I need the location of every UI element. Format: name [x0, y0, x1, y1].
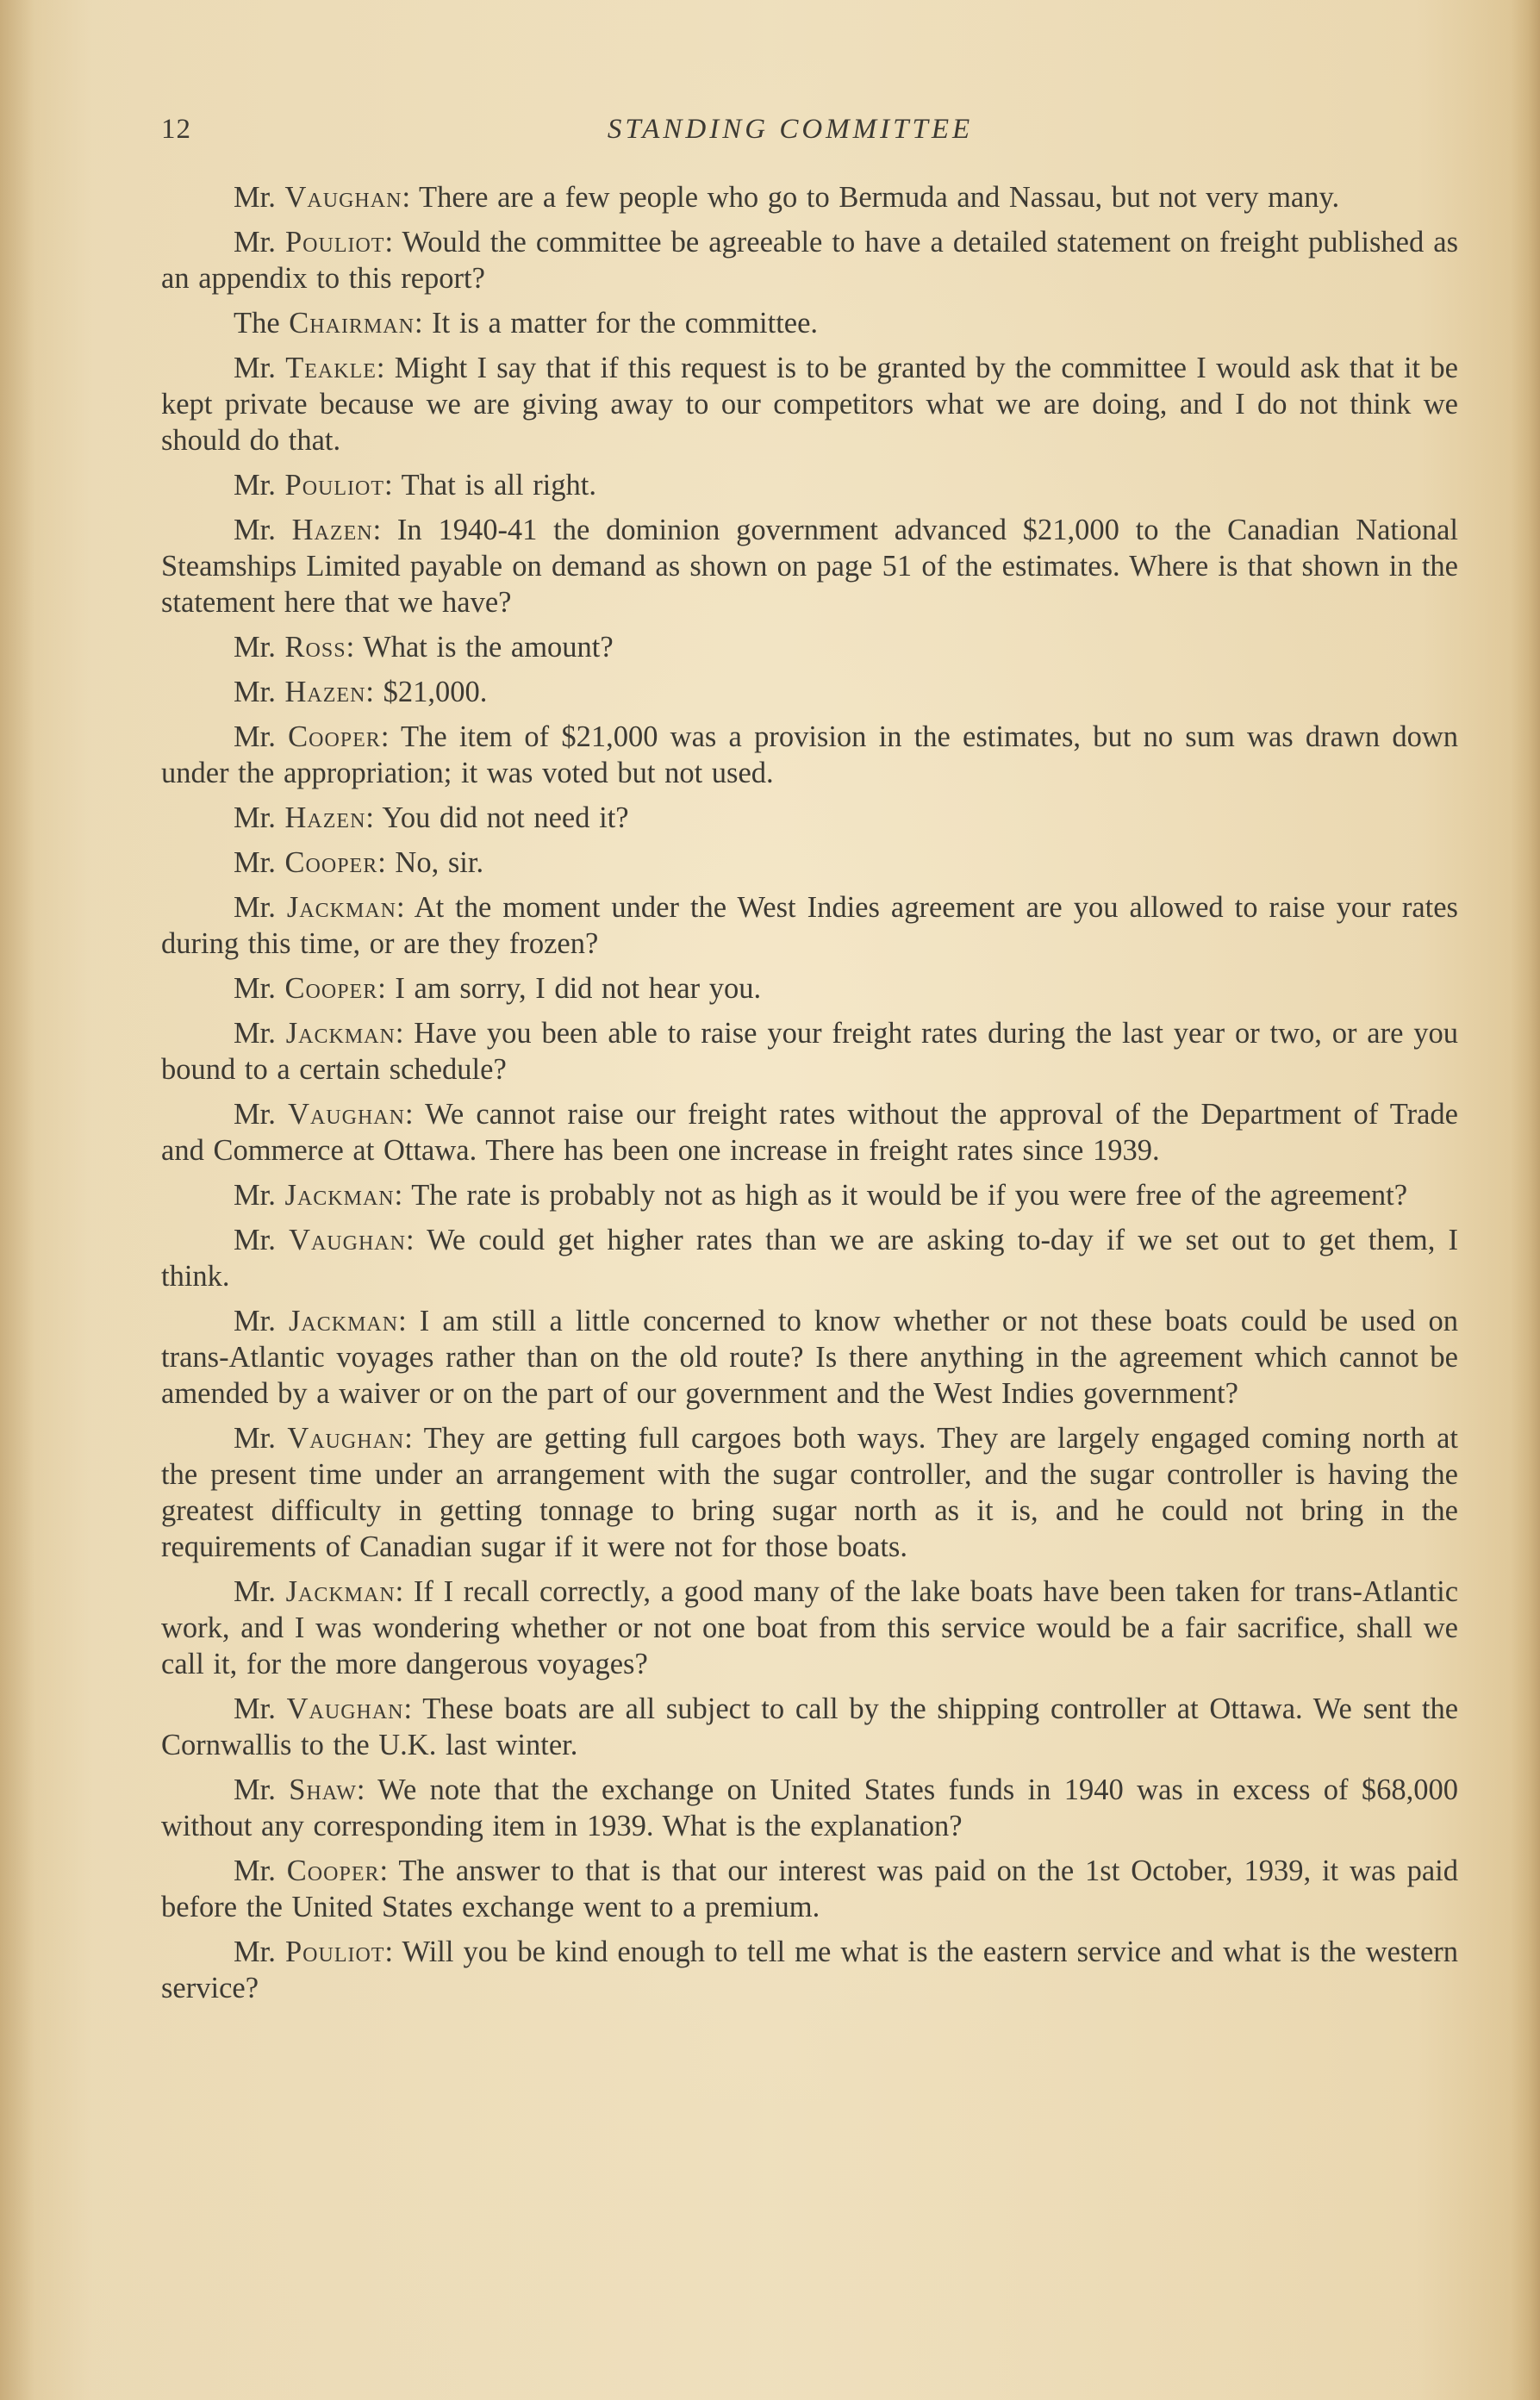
page-shadow-right: [1511, 0, 1540, 2400]
speaker-title: The: [234, 307, 290, 340]
speech-text: : At the moment under the West Indies agreement are you allowed to raise your rates during this time, or are they frozen?: [161, 891, 1458, 960]
speech-text: : That is all right.: [384, 469, 596, 502]
speech-text: : What is the amount?: [346, 631, 614, 664]
speech-text: : The rate is probably not as high as it would be if you were free of the agreement?: [394, 1179, 1408, 1212]
speaker-title: Mr.: [234, 226, 285, 259]
transcript-paragraph: [161, 889, 1458, 962]
speaker-title: Mr.: [234, 1936, 285, 1968]
speech-text: : They are getting full cargoes both ways. They are largely engaged coming north at the present time under an arrangement with the sugar controller, and the sugar controller is having the greatest difficulty in getting tonnage to bring sugar north as it is, and he could not bring in the requirements of Canadian sugar if it were not for those boats.: [161, 1422, 1459, 1563]
speaker-name: Hazen: [284, 676, 366, 708]
transcript-paragraph: [161, 1934, 1458, 2006]
speaker-title: Mr.: [234, 352, 286, 384]
speaker-title: Mr.: [234, 1422, 288, 1455]
speaker-title: Mr.: [234, 181, 285, 214]
speech-text: : Will you be kind enough to tell me what is the eastern service and what is the western service?: [161, 1936, 1458, 2004]
speaker-title: Mr.: [234, 846, 285, 879]
speech-text: : We note that the exchange on United States funds in 1940 was in excess of $68,000 without any corresponding item in 1939. What is the explanation?: [161, 1774, 1459, 1842]
transcript-paragraph: [161, 467, 1458, 503]
speech-text: : Might I say that if this request is to be granted by the committee I would ask that it be kept private because we are giving away to our competitors what we are doing, and I do not think we should do that.: [161, 352, 1458, 457]
transcript-paragraph: [161, 179, 1458, 215]
speaker-name: Hazen: [291, 514, 373, 546]
speaker-name: Vaughan: [289, 1224, 406, 1256]
speaker-name: Teakle: [285, 352, 377, 384]
speaker-name: Jackman: [288, 1305, 399, 1337]
speaker-title: Mr.: [234, 514, 292, 546]
speech-text: : $21,000.: [365, 676, 488, 708]
transcript-paragraph: [161, 1691, 1458, 1763]
speaker-name: Vaughan: [287, 1422, 405, 1455]
speech-text: : We could get higher rates than we are asking to-day if we set out to get them, I think.: [161, 1224, 1458, 1293]
speech-text: : In 1940-41 the dominion government advanced $21,000 to the Canadian National Steamships Limited payable on demand as shown on page 51 of the estimates. Where is that shown in the statement here that we have?: [161, 514, 1458, 619]
running-head: STANDING COMMITTEE: [607, 114, 974, 145]
transcript-paragraph: [161, 1222, 1458, 1294]
speech-text: : Would the committee be agreeable to have a detailed statement on freight published as an appendix to this report?: [161, 226, 1459, 295]
transcript-paragraph: [161, 1303, 1458, 1412]
speaker-title: Mr.: [234, 1575, 286, 1608]
speaker-name: Ross: [284, 631, 346, 664]
transcript-paragraph: [161, 1015, 1458, 1088]
transcript-paragraph: [161, 1420, 1458, 1565]
speech-text: : I am still a little concerned to know whether or not these boats could be used on trans-Atlantic voyages rather than on the old route? Is there anything in the agreement which cannot be amended by a waiver or on the part of our government and the West Indies government?: [161, 1305, 1458, 1410]
speech-text: : You did not need it?: [365, 801, 629, 834]
transcript-paragraph: [161, 719, 1458, 791]
speaker-title: Mr.: [234, 1224, 290, 1256]
speaker-name: Pouliot: [284, 1936, 385, 1968]
speaker-title: Mr.: [234, 1098, 289, 1131]
speaker-title: Mr.: [234, 1855, 287, 1887]
speaker-name: Vaughan: [286, 1692, 404, 1725]
speaker-title: Mr.: [234, 720, 289, 753]
speaker-title: Mr.: [234, 676, 285, 708]
speaker-name: Chairman: [289, 307, 415, 340]
transcript-paragraph: [161, 674, 1458, 710]
speaker-name: Cooper: [284, 846, 378, 879]
transcript-paragraph: [161, 350, 1458, 458]
speaker-name: Hazen: [284, 801, 366, 834]
speaker-name: Vaughan: [288, 1098, 405, 1131]
transcript-paragraph: [161, 1096, 1458, 1169]
transcript-paragraph: [161, 629, 1458, 665]
transcript-paragraph: [161, 512, 1458, 620]
speaker-name: Jackman: [284, 1179, 395, 1212]
transcript-paragraph: [161, 1574, 1458, 1682]
speaker-name: Vaughan: [284, 181, 402, 214]
speech-text: : We cannot raise our freight rates without the approval of the Department of Trade and Commerce at Ottawa. There has been one increase in freight rates since 1939.: [161, 1098, 1458, 1167]
speech-text: : Have you been able to raise your freight rates during the last year or two, or are you bound to a certain schedule?: [161, 1017, 1458, 1086]
speaker-title: Mr.: [234, 1774, 290, 1806]
speech-text: : The item of $21,000 was a provision in the estimates, but no sum was drawn down under the appropriation; it was voted but not used.: [161, 720, 1459, 789]
speaker-name: Cooper: [286, 1855, 380, 1887]
speaker-title: Mr.: [234, 891, 287, 924]
transcript-paragraph: [161, 845, 1458, 881]
transcript-paragraph: [161, 305, 1458, 341]
transcript-paragraph: [161, 1853, 1458, 1925]
speech-text: : No, sir.: [377, 846, 484, 879]
speaker-name: Cooper: [288, 720, 381, 753]
speaker-title: Mr.: [234, 1305, 289, 1337]
transcript-paragraph: [161, 800, 1458, 836]
transcript-body: [161, 179, 1458, 2015]
speaker-title: Mr.: [234, 1179, 285, 1212]
speaker-name: Pouliot: [284, 469, 385, 502]
speaker-title: Mr.: [234, 1017, 286, 1050]
page-number: 12: [161, 114, 191, 145]
page-header: [161, 114, 1454, 157]
speaker-title: Mr.: [234, 1692, 287, 1725]
page-shadow-left: [0, 0, 34, 2400]
speech-text: : There are a few people who go to Bermuda and Nassau, but not very many.: [402, 181, 1340, 214]
speaker-name: Shaw: [289, 1774, 357, 1806]
speech-text: : The answer to that is that our interest was paid on the 1st October, 1939, it was paid before the United States exchange went to a premium.: [161, 1855, 1458, 1923]
speaker-name: Jackman: [285, 1017, 396, 1050]
speaker-title: Mr.: [234, 469, 285, 502]
speaker-name: Jackman: [286, 891, 396, 924]
speaker-name: Jackman: [285, 1575, 396, 1608]
speech-text: : If I recall correctly, a good many of the lake boats have been taken for trans-Atlantic work, and I was wondering whether or not one boat from this service would be a fair sacrifice, shall we call it, for the more dangerous voyages?: [161, 1575, 1459, 1680]
speech-text: : It is a matter for the committee.: [414, 307, 819, 340]
speaker-title: Mr.: [234, 631, 285, 664]
transcript-paragraph: [161, 1177, 1458, 1213]
speaker-name: Cooper: [284, 972, 378, 1005]
speaker-title: Mr.: [234, 972, 285, 1005]
transcript-paragraph: [161, 970, 1458, 1007]
speech-text: : These boats are all subject to call by the shipping controller at Ottawa. We sent the Cornwallis to the U.K. last winter.: [161, 1692, 1459, 1761]
speaker-name: Pouliot: [284, 226, 385, 259]
transcript-paragraph: [161, 1772, 1458, 1844]
speaker-title: Mr.: [234, 801, 285, 834]
speech-text: : I am sorry, I did not hear you.: [377, 972, 762, 1005]
transcript-paragraph: [161, 224, 1458, 296]
